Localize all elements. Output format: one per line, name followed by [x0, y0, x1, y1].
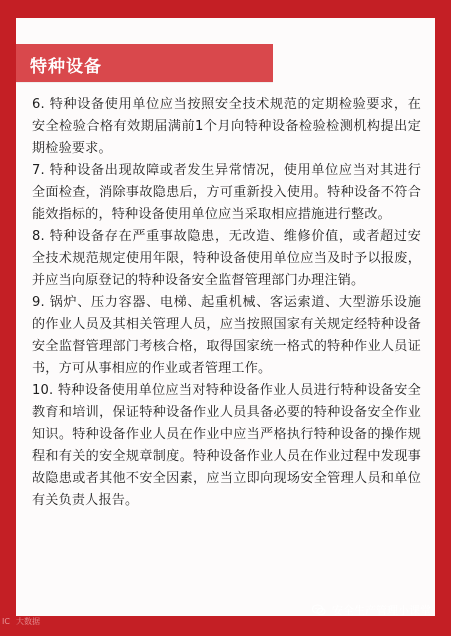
watermark-logo: IC [2, 617, 10, 626]
article-body [32, 94, 421, 512]
wechat-account-name: 安全生产管理小课堂 [332, 604, 431, 617]
paragraph-9: 9. 锅炉、压力容器、电梯、起重机械、客运索道、大型游乐设施的作业人员及其相关管理人员，应当按照国家有关规定经特种设备安全监督管理部门考核合格，取得国家统一格式的特种作业人员证书，方可从事相应的作业或者管理工作。 [32, 295, 421, 376]
corner-watermark [2, 616, 40, 627]
section-title-bar [16, 44, 273, 82]
paragraph-8: 8. 特种设备存在严重事故隐患，无改造、维修价值，或者超过安全技术规范规定使用年限，特种设备使用单位应当及时予以报废，并应当向原登记的特种设备安全监督管理部门办理注销。 [32, 229, 421, 288]
watermark-text: 大数据 [15, 617, 40, 626]
paragraph-7: 7. 特种设备出现故障或者发生异常情况，使用单位应当对其进行全面检查，消除事故隐患后，方可重新投入使用。特种设备不符合能效指标的，特种设备使用单位应当采取相应措施进行整改。 [32, 163, 421, 222]
wechat-watermark [312, 602, 431, 618]
paragraph-6: 6. 特种设备使用单位应当按照安全技术规范的定期检验要求，在安全检验合格有效期届满前1个月向特种设备检验检测机构提出定期检验要求。 [32, 97, 421, 156]
paragraph-10: 10. 特种设备使用单位应当对特种设备作业人员进行特种设备安全教育和培训，保证特种设备作业人员具备必要的特种设备安全作业知识。特种设备作业人员在作业中应当严格执行特种设备的操作规程和有关的安全规章制度。特种设备作业人员在作业过程中发现事故隐患或者其他不安全因素，应当立即向现场安全管理人员和单位有关负责人报告。 [32, 383, 421, 508]
wechat-icon [312, 604, 326, 616]
content-panel [16, 18, 435, 616]
section-title: 特种设备 [30, 57, 102, 77]
